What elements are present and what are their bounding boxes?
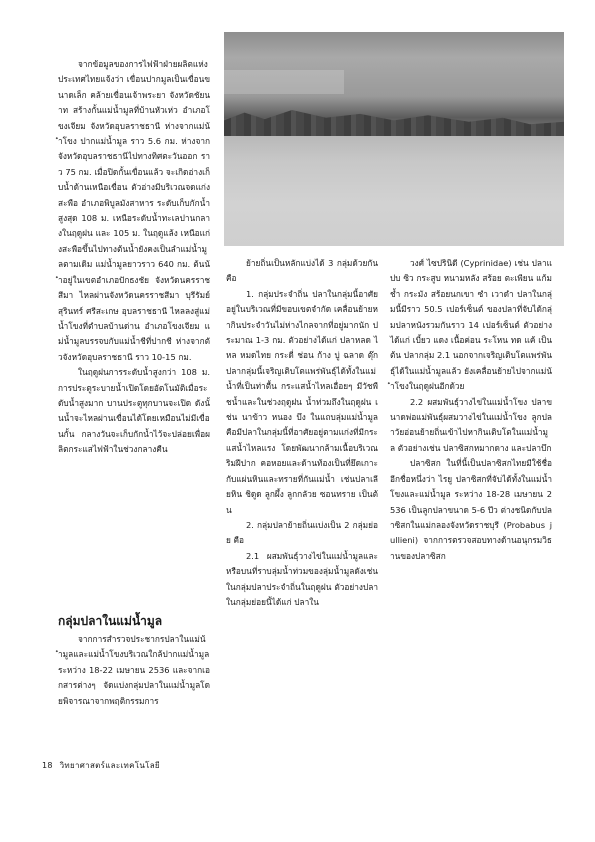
journal-name: วิทยาศาสตร์และเทคโนโลยี xyxy=(59,761,160,770)
section-heading: กลุ่มปลาในแม่น้ำมูล xyxy=(58,614,163,628)
page-footer xyxy=(42,760,222,772)
paragraph: 2.2 ผสมพันธุ์วางไข่ในแม่น้ำโขง ปลาขนาดพ่อแม่พันธุ์ผสมวางไข่ในแม่น้ำโขง ลูกปลาวัยอ่อนย้ายถิ่นเข้าไปหากินเติบโตในแม่น้ำมูล ตัวอย่างเช่น ปลาซิสกหมากดาง และปลาบึก xyxy=(390,396,552,453)
column-1-continued xyxy=(58,632,210,709)
paragraph: 2. กลุ่มปลาย้ายถิ่นแบ่งเป็น 2 กลุ่มย่อย คือ xyxy=(226,519,378,546)
photo-treeline xyxy=(224,110,564,136)
paragraph: 1. กลุ่มประจำถิ่น ปลาในกลุ่มนี้อาศัยอยู่ในบริเวณที่มีขอบเขตจำกัด เคลื่อนย้ายหากินประจำวันไม่ห่างไกลจากที่อยู่มากนัก ประมาณ 1-3 กม. ตัวอย่างได้แก่ ปลาหลด ไหล หมดไทย กระดี่ ช่อน ก้าง บู่ ฉลาด ตุ๊ก ปลากลุ่มนี้เจริญเติบโตแพร่พันธุ์ได้ทั้งในแม่น้ำที่เป็นท่าตื้น กระแสน้ำไหลเอื่อยๆ มีวัชพืชน้ำและในช่วงฤดูฝน น้ำท่วมถึงในฤดูฝน เช่น นาข้าว หนอง บึง ในแถบลุ่มแม่น้ำมูล คือมีปลาในกลุ่มนี้ที่อาศัยอยู่ตามแก่งที่มีกระแสน้ำไหลแรง โดยพัฒนากล้ามเนื้อบริเวณริมฝีปาก คอหอยและด้านท้องเป็นที่ยึดเกาะกับแผ่นหินและทรายที่กันแม่น้ำ เช่นปลาเลียหิน ชิดูด ลูกผึ้ง ลูกกลัวย ซอนทราย เป็นต้น xyxy=(226,288,378,515)
paragraph: วงศ์ ไซปรินิดี (Cyprinidae) เช่น ปลาแปบ ซิว กระสูบ หนามหลัง สร้อย ตะเพียน แก้มช้ำ กระมัง สร้อยนกเขา ซำ เวาดำ ปลาในกลุ่มนี้มีราว 50.5 เปอร์เซ็นต์ ของปลาที่จับได้กลุ่มปลาหนังรวมกันราว 14 เปอร์เซ็นต์ ตัวอย่างได้แก่ เบี้ยว แดง เนื้อค่อน ระโหน ทด แค้ เป็นต้น ปลากลุ่ม 2.1 นอกจากเจริญเติบโตแพร่พันธุ์ได้ในแม่น้ำมูลแล้ว ยังเคลื่อนย้ายไปจากแม่น้ำโขงในฤดูฝนอีกด้วย xyxy=(390,258,552,392)
paragraph: ย้ายถิ่นเป็นหลักแบ่งได้ 3 กลุ่มด้วยกันคือ xyxy=(226,258,378,284)
reservoir-photo xyxy=(224,32,564,246)
paragraph: ปลาซิสก ในที่นี้เป็นปลาซิสกไทยมีใช้ชื่ออีกชื่อหนึ่งว่า ไรยู ปลาซิสกที่จับได้ทั้งในแม่น้ำโขงและแม่น้ำมูล ระหว่าง 18-28 เมษายน 2536 เป็นลูกปลาขนาด 5-6 ปีว ต่างชนิดกับปลาซิสกในแม่กลองจังหวัดราชบุรี (Probabus jullieni) จากการตรวจสอบทางด้านอนุกรมวิธานของปลาซิสก xyxy=(390,458,552,561)
paragraph: จากการสำรวจประชากรปลาในแม่น้ำมูลและแม่น้ำโขงบริเวณใกล้ปากแม่น้ำมูลระหว่าง 18-22 เมษายน 2536 และจากเอกสารต่างๆ จัดแบ่งกลุ่มปลาในแม่น้ำมูลโดยพิจารณาจากพฤติกรรมการ xyxy=(58,634,210,706)
paragraph: จากข้อมูลของการไฟฟ้าฝ่ายผลิตแห่งประเทศไทยแจ้งว่า เขื่อนปากมูลเป็นเขื่อนขนาดเล็ก คล้ายเขื่อนเจ้าพระยา จังหวัดชัยนาท สร้างกั้นแม่น้ำมูลที่บ้านหัวเห่ว อำเภอโขงเจียม จังหวัดอุบลราชธานี ห่างจากแม่น้ำโขง ปากแม่น้ำมูล ราว 5.6 กม. ห่างจากจังหวัดอุบลราชธานีไปทางทิศตะวันออก ราว 75 กม. เมื่อปิดกั้นเขื่อนแล้ว จะเกิดอ่างเก็บน้ำด้านเหนือเขื่อน ตัวอ่างมีบริเวณจดแก่งสะพือ อำเภอพิบูลมังสาหาร ระดับเก็บกักน้ำสูงสุด 108 ม. เหนือระดับน้ำทะเลปานกลางในฤดูฝน และ 105 ม. ในฤดูแล้ง เหนือแก่งสะพือขึ้นไปทางต้นน้ำยังคงเป็นลำแม่น้ำมูลตามเดิม แม่น้ำมูลยาวราว 640 กม. ต้นน้ำอยู่ในเขตอำเภอปักธงชัย จังหวัดนครราชสีมา ไหลผ่านจังหวัดนครราชสีมา บุรีรัมย์ สุรินทร์ ศรีสะเกษ อุบลราชธานี ไหลลงสู่แม่น้ำโขงที่ตำบลบ้านด่าน อำเภอโขงเจียม แม่น้ำมูลบรรจบกับแม่น้ำชีที่ปากชี ห่างจากตัวจังหวัดอุบลราชธานี ราว 10-15 กม. xyxy=(58,59,210,362)
paragraph: ในฤดูฝนการระดับน้ำสูงกว่า 108 ม. การประตูระบายน้ำเปิดโดยอัตโนมัติเมื่อระดับน้ำสูงมาก บานประตูทุกบานจะเปิด ดังนั้นน้ำจะไหลผ่านเขื่อนได้โดยเหมือนไม่มีเขื่อนกั้น กลางวันจะเก็บกักน้ำไว้จะปล่อยเพื่อผลิตกระแสไฟฟ้าในช่วงกลางคืน xyxy=(58,367,210,455)
column-2 xyxy=(226,256,378,610)
paragraph: 2.1 ผสมพันธุ์วางไข่ในแม่น้ำมูลและหรือบนที่ราบลุ่มน้ำท่วมของลุ่มน้ำมูลดังเช่นในกลุ่มปลาประจำถิ่นในฤดูฝน ตัวอย่างปลาในกลุ่มย่อยนี้ได้แก่ ปลาใน xyxy=(226,550,378,607)
page-number: 18 xyxy=(42,761,53,770)
column-3 xyxy=(390,256,552,564)
photo-sky-highlight xyxy=(224,70,344,94)
column-1 xyxy=(58,57,210,458)
